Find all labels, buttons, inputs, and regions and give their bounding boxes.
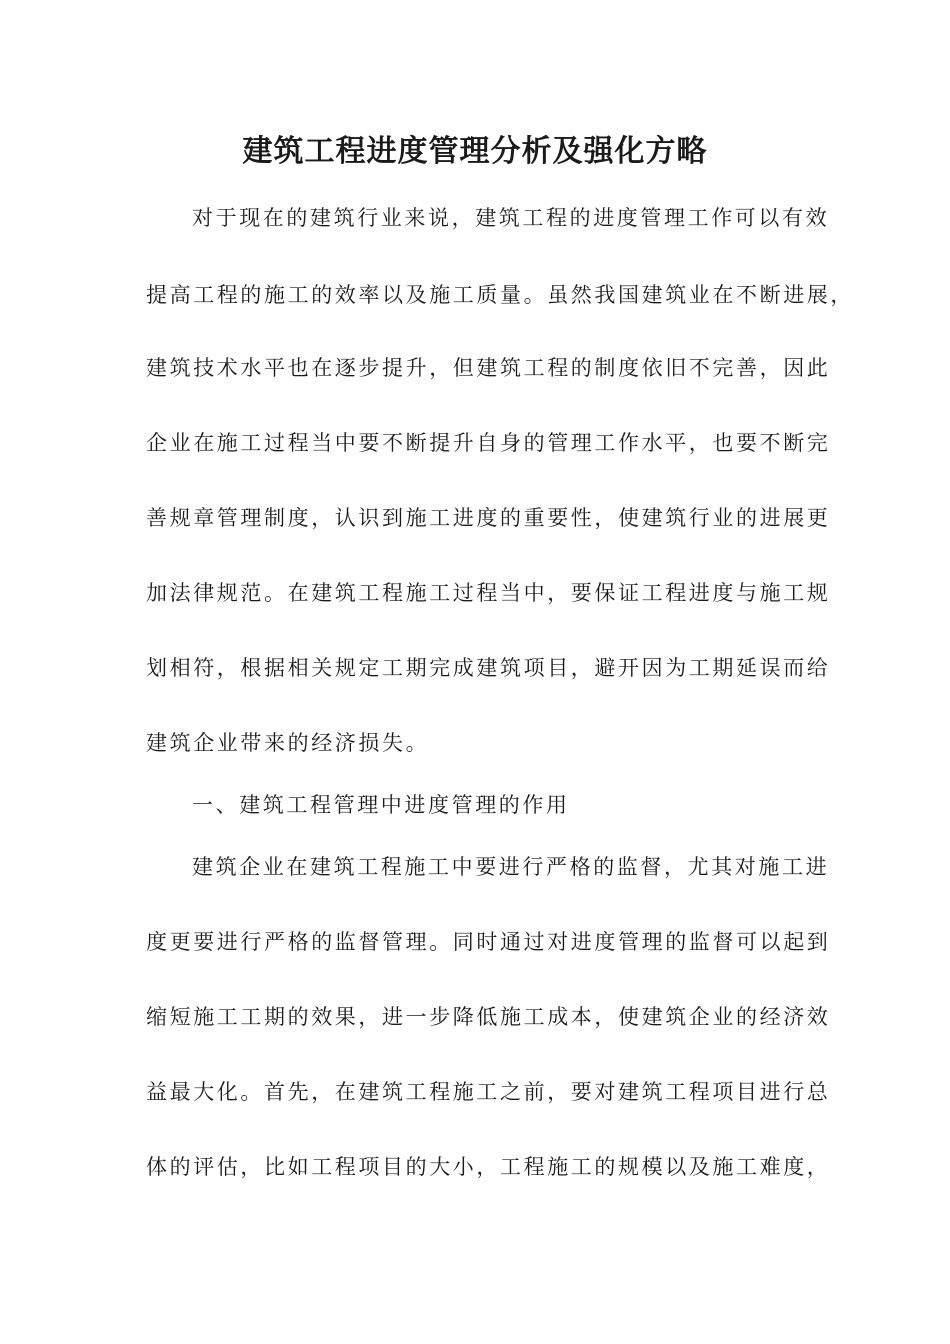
paragraph-line: 提高工程的施工的效率以及施工质量。虽然我国建筑业在不断进展， [146,283,854,307]
paragraph-line: 体的评估，比如工程项目的大小，工程施工的规模以及施工难度， [146,1155,831,1179]
paragraph-line: 建筑企业在建筑工程施工中要进行严格的监督，尤其对施工进 [192,855,830,879]
document-title: 建筑工程进度管理分析及强化方略 [242,134,708,169]
paragraph-line: 善规章管理制度，认识到施工进度的重要性，使建筑行业的进展更 [146,506,831,530]
section-heading: 一、建筑工程管理中进度管理的作用 [192,793,570,817]
paragraph-line: 建筑企业带来的经济损失。 [146,731,430,755]
paragraph-line: 加法律规范。在建筑工程施工过程当中，要保证工程进度与施工规 [146,581,831,605]
paragraph-line: 划相符，根据相关规定工期完成建筑项目，避开因为工期延误而给 [146,656,831,680]
paragraph-line: 企业在施工过程当中要不断提升自身的管理工作水平，也要不断完 [146,431,831,455]
paragraph-line: 益最大化。首先，在建筑工程施工之前，要对建筑工程项目进行总 [146,1080,831,1104]
paragraph-line: 对于现在的建筑行业来说，建筑工程的进度管理工作可以有效 [192,206,830,230]
paragraph-line: 度更要进行严格的监督管理。同时通过对进度管理的监督可以起到 [146,930,831,954]
paragraph-line: 建筑技术水平也在逐步提升，但建筑工程的制度依旧不完善，因此 [146,356,831,380]
paragraph-line: 缩短施工工期的效果，进一步降低施工成本，使建筑企业的经济效 [146,1005,831,1029]
